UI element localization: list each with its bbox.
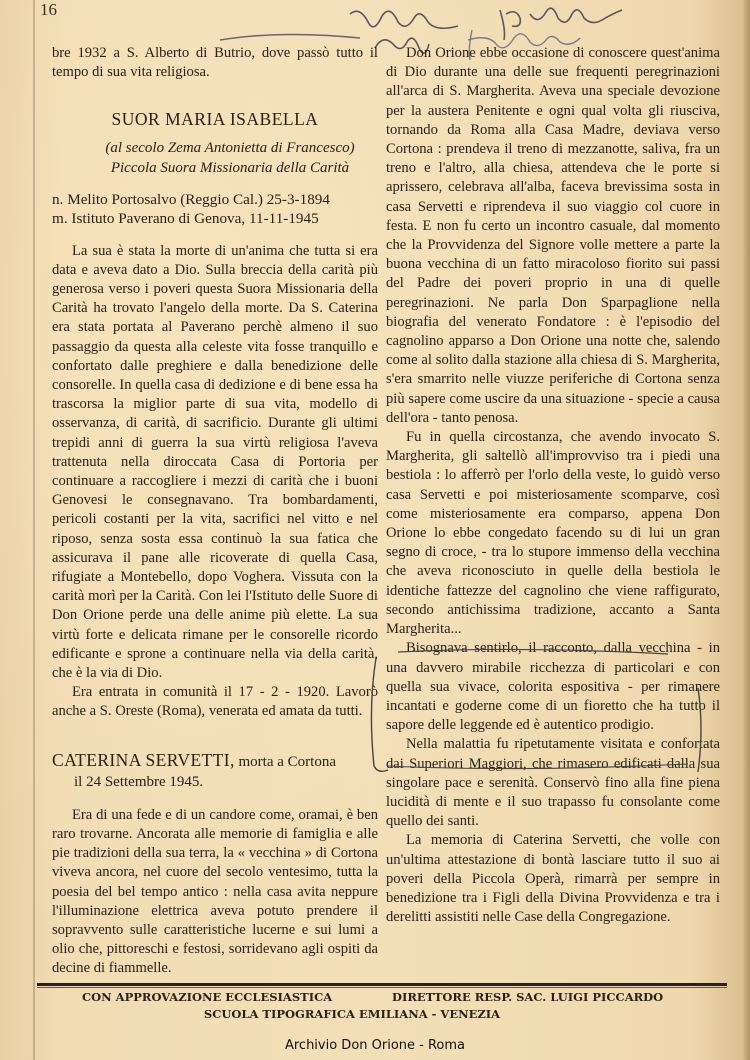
obituary-title-rest: morta a Cortona xyxy=(234,753,336,770)
paragraph: Era entrata in comunità il 17 - 2 - 1920. Lavorò anche a S. Oreste (Roma), venerata ed amata da tutti. xyxy=(52,684,378,720)
colophon xyxy=(37,990,727,1021)
obituary-dates xyxy=(52,190,378,228)
obituary-subtitle-secular-name: (al secolo Zema Antonietta di Francesco) xyxy=(105,139,355,156)
obituary-title-caterina-servetti xyxy=(52,750,378,792)
ecclesiastical-approval: CON APPROVAZIONE ECCLESIASTICA xyxy=(82,990,333,1004)
obituary-name: CATERINA SERVETTI, xyxy=(52,749,235,770)
paragraph: Fu in quella circostanza, che avendo invocato S. Margherita, gli saltellò all'improvviso tra i piedi una bestiola : lo afferrò per l'orlo della veste, lo guidò verso casa Servetti e poi misteriosamente scomparve, così come misteriosamente era comparso, appena Don Orione lo ebbe congedato facendo su di lui un gran segno di croce, - tra lo stupore immenso della vecchina che aveva riconosciuto in quelle della bestiola le identiche fattezze del cagnolino che viene raffigurato, secondo antichissima tradizione, accanto a Santa Margherita... xyxy=(386,429,720,638)
page-edge-shadow xyxy=(742,0,750,1060)
paragraph: La sua è stata la morte di un'anima che tutta si era data e aveva dato a Dio. Sulla breccia della carità più generosa verso i poveri questa Suora Missionaria della Carità ha trovato l'angelo della morte. Da S. Caterina era stata portata al Paverano perchè almeno il suo passaggio da questa alla celeste vita fosse tranquillo e confortato dalle preghiere e dalla benedizione delle consorelle. In quella casa di dedizione e di bene essa ha trascorsa la miglior parte di sua vita, modello di osservanza, di carità, di sacrificio. Durante gli ultimi trepidi anni di guerra la sua virtù religiosa l'aveva trattenuta nella diroccata Casa di Portoria per continuare a raccogliere i mezzi di carità che i buoni Genovesi le consegnavano. Tra bombardamenti, pericoli costanti per la vita, sacrifici nel vitto e nel riposo, senza sosta essa continuò la sua fatica che assicurava il pane alle ricoverate di quella Casa, rifugiate a Montebello, dopo Voghera. Vissuta con la carità morì per la Carità. Con lei l'Istituto delle Suore di Don Orione perde una delle anime più elette. La sua virtù forte e delicata rimane per le consorelle ricordo edificante e sprone a continuare nella via della carità, che è la via di Dio. xyxy=(52,242,378,682)
paragraph: Don Orione ebbe occasione di conoscere quest'anima di Dio durante una delle sue frequenti peregrinazioni all'arca di S. Margherita. Aveva una speciale devozione per la austera Penitente e ogni qual volta gli riusciva, tornando da Roma alla Casa Madre, deviava verso Cortona : prendeva il treno di mezzanotte, saliva, fra un treno e l'altro, alla chiesa, attendeva che le porte si aprissero, celebrava all'alba, faceva brevissima sosta in casa Servetti e riprendeva il suo viaggio col cuore in festa. E non fu certo un incontro casuale, dal momento che la Provvidenza del Signore volle mettere a parte la buona vecchina di un fatto miracoloso fiorito sui passi del Padre dei poveri proprio in una di quelle peregrinazioni. Ne parla Don Sparpaglione nella biografia del venerato Fondatore : è l'episodio del cagnolino apparso a Don Orione una notte che, salendo come al solito dalla stazione alla chiesa di S. Margherita, s'era smarrito nelle viuzze periferiche di Cortona senza più sapere come uscire da una situazione - specie a causa dell'ora - tanto penosa. xyxy=(386,45,720,426)
birth-line: n. Melito Portosalvo (Reggio Cal.) 25-3-1894 xyxy=(52,190,330,208)
obituary-date-line: il 24 Settembre 1945. xyxy=(74,773,204,790)
left-column xyxy=(52,44,378,979)
paragraph: Era di una fede e di un candore come, oramai, è ben raro trovarne. Ancorata alle memorie di famiglia e alle pie tradizioni della sua terra, la « vecchina » di Cortona viveva ancora, nel cuore del secolo ventesimo, tutta la poesia del bel tempo antico : nella casa avita neppure l'illuminazione elettrica aveva potuto prendere il sopravvento sulle caratteristiche lucerne e sui lumi a olio che, pittoreschi e festosi, sorridevano agli ospiti da decine di fiammelle. xyxy=(52,806,378,977)
page-number: 16 xyxy=(40,0,57,19)
archive-watermark: Archivio Don Orione - Roma xyxy=(284,1038,466,1053)
paragraph: La memoria di Caterina Servetti, che volle con un'ultima attestazione di bontà lasciare tutto il suo ai poveri della Piccola Operà, rimarrà per sempre in benedizione tra i Figli della Divina Provvidenza e tra i derelitti assistiti nelle Case della Congregazione. xyxy=(386,832,720,926)
obituary-subtitle-congregation: Piccola Suora Missionaria della Carità xyxy=(110,159,350,176)
footer-divider-thin xyxy=(37,987,727,988)
footer-divider xyxy=(37,983,727,986)
paragraph: Nella malattia fu ripetutamente visitata e confortata dai Superiori Maggiori, che rimasero edificati dalla sua singolare pace e serenità. Conservò fino alla fine piena lucidità di mente e il suo trapasso fu consolante come quello dei santi. xyxy=(386,736,720,830)
right-column xyxy=(386,44,720,927)
margin-rule xyxy=(33,0,35,1060)
paragraph: Bisognava sentirlo, il racconto, dalla vecchina - in una davvero mirabile ricchezza di particolari e con quella sua vivace, colorita espositiva - per rimanere incantati e goderne come di un fioretto che ha tutto il sapore delle leggende ed è autentico prodigio. xyxy=(386,640,720,734)
obituary-title-suor-maria-isabella: SUOR MARIA ISABELLA xyxy=(111,109,319,130)
death-line: m. Istituto Paverano di Genova, 11-11-1945 xyxy=(52,209,319,227)
printer: SCUOLA TIPOGRAFICA EMILIANA - VENEZIA xyxy=(203,1007,501,1021)
responsible-director: DIRETTORE RESP. SAC. LUIGI PICCARDO xyxy=(392,990,664,1004)
continued-text: bre 1932 a S. Alberto di Butrio, dove passò tutto il tempo di sua vita religiosa. xyxy=(52,45,378,81)
